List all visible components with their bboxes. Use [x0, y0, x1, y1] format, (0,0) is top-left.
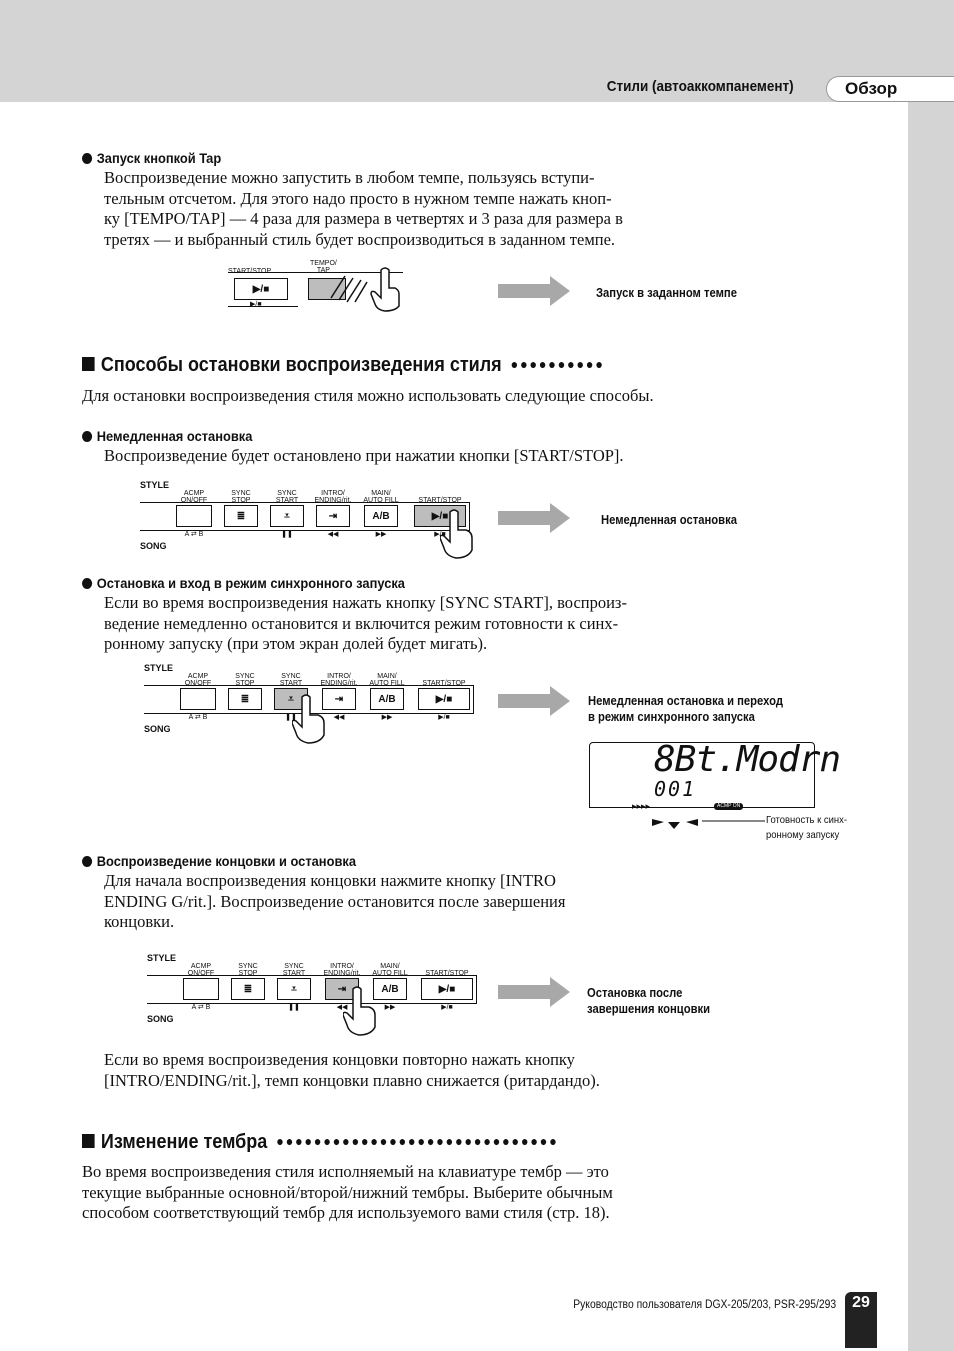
square-bullet-icon — [82, 1134, 95, 1148]
paragraph-voice: Во время воспроизведения стиля исполняемый на клавиатуре тембр — это текущие выбранные основной/второй/нижний тембры. Выберите обычным способом соответствующий тембр для используемого вами стиля (стр. 18). — [82, 1162, 613, 1222]
arrow-right-icon — [498, 503, 570, 533]
lcd-note: Готовность к синх- ронному запуску — [766, 814, 847, 841]
lcd-style-number: 001 — [654, 777, 697, 801]
acmp-button-group: ACMP ON/OFF A ⇄ B — [180, 673, 216, 733]
callout-sync-standby: Немедленная остановка и переход в режим синхронного запуска — [588, 694, 784, 724]
sync-stop-button-group: SYNC STOP ≣ — [228, 673, 262, 733]
start-stop-button[interactable]: ▶/■ — [421, 978, 473, 1000]
acmp-button-group: ACMP ON/OFF A ⇄ B — [176, 490, 212, 550]
start-stop-button-group: START/STOP ▶/■ ▶/■ — [414, 490, 466, 550]
subheading-tap-start: Запуск кнопкой Tap — [82, 150, 221, 166]
lcd-style-name: 8Bt.Modrn — [654, 739, 841, 780]
start-stop-label: START/STOP — [228, 268, 272, 275]
ab-button[interactable]: A/B — [370, 688, 404, 710]
section-tab: Обзор — [826, 76, 954, 102]
sync-start-button[interactable]: ⩡ — [270, 505, 304, 527]
intro-ending-button[interactable]: ⇥ — [325, 978, 359, 1000]
start-stop-button[interactable]: ▶/■ — [414, 505, 466, 527]
square-bullet-icon — [82, 357, 95, 371]
footer-manual-title: Руководство пользователя DGX-205/203, PSR-295/293 — [573, 1299, 836, 1311]
sync-start-button-group: SYNC START ⩡ ❚❚ — [274, 673, 308, 733]
sync-stop-button-group: SYNC STOP ≣ — [231, 963, 265, 1023]
bullet-icon — [82, 153, 92, 164]
sync-start-button-group: SYNC START ⩡ ❚❚ — [277, 963, 311, 1023]
sync-start-button-group: SYNC START ⩡ ❚❚ — [270, 490, 304, 550]
intro-ending-button[interactable]: ⇥ — [322, 688, 356, 710]
lcd-display — [589, 739, 841, 812]
sync-stop-button[interactable]: ≣ — [228, 688, 262, 710]
breadcrumb: Стили (автоаккомпанемент) — [607, 78, 794, 95]
acmp-button[interactable] — [176, 505, 212, 527]
intro-ending-button-group: INTRO/ ENDING/rit. ⇥ ◀◀ — [314, 490, 352, 538]
arrow-right-icon — [498, 276, 570, 306]
style-panel-immediate: STYLE SONG ACMP ON/OFF A ⇄ B SYNC STOP ≣ SYNC START ⩡ ❚❚ INTRO/ ENDING/rit. ⇥ ◀◀ MAIN/ AUTO FILL A/B ▶▶ START/STOP ▶/■ ▶/■ — [140, 480, 490, 560]
beat-blink-icon — [650, 814, 765, 836]
ab-button[interactable]: A/B — [364, 505, 398, 527]
section-title-stop: Способы остановки воспроизведения стиля ●●●●●●●●●● — [82, 354, 605, 377]
acmp-button[interactable] — [183, 978, 219, 1000]
lcd-beat-indicators: ▸▸▸▸ — [632, 802, 651, 812]
main-auto-fill-button-group: MAIN/ AUTO FILL A/B ▶▶ — [369, 673, 405, 721]
tapping-hand-icon — [323, 264, 418, 312]
arrow-right-icon — [498, 977, 570, 1007]
paragraph-ritardando: Если во время воспроизведения концовки повторно нажать кнопку [INTRO/ENDING/rit.], темп концовки плавно снижается (ритардандо). — [104, 1050, 600, 1090]
dot-leader: ●●●●●●●●●● — [510, 356, 605, 372]
start-stop-button-group: START/STOP ▶/■ ▶/■ — [418, 673, 470, 733]
bullet-icon — [82, 578, 92, 589]
paragraph-immediate: Воспроизведение будет остановлено при нажатии кнопки [START/STOP]. — [104, 446, 624, 465]
sync-start-button[interactable]: ⩡ — [277, 978, 311, 1000]
tap-panel-illustration — [228, 262, 418, 312]
pressing-hand-icon — [440, 508, 490, 560]
start-stop-button[interactable]: ▶/■ — [234, 278, 288, 300]
dot-leader: ●●●●●●●●●●●●●●●●●●●●●●●●●●●●●● — [276, 1133, 559, 1149]
start-stop-bottom-label: ▶/■ — [250, 301, 262, 308]
pressing-hand-icon — [292, 693, 342, 745]
bullet-icon — [82, 856, 92, 867]
sync-start-button[interactable]: ⩡ — [274, 688, 308, 710]
paragraph-tap-start: Воспроизведение можно запустить в любом темпе, пользуясь вступи- тельным отсчетом. Для этого надо просто в нужном темпе нажать кноп- ку [TEMPO/TAP] — 4 раза для размера в четвертях и 3 раза для размера в третях — и выбранный стиль будет воспроизводиться в заданном темпе. — [104, 168, 623, 249]
tempo-tap-label: TEMPO/ TAP — [310, 260, 337, 274]
side-band — [908, 0, 954, 1351]
intro-ending-button[interactable]: ⇥ — [316, 505, 350, 527]
subheading-sync-standby: Остановка и вход в режим синхронного запуска — [82, 575, 405, 591]
style-panel-sync-start: STYLE SONG ACMP ON/OFF A ⇄ B SYNC STOP ≣ SYNC START ⩡ ❚❚ INTRO/ ENDING/rit. ⇥ ◀◀ MAIN/ AUTO FILL A/B ▶▶ START/STOP ▶/■ ▶/■ — [144, 663, 484, 743]
pressing-hand-icon — [343, 985, 393, 1037]
subheading-immediate: Немедленная остановка — [82, 428, 252, 444]
page-number: 29 — [845, 1292, 877, 1348]
bullet-icon — [82, 431, 92, 442]
section-title-voice: Изменение тембра ●●●●●●●●●●●●●●●●●●●●●●●●●●●●●● — [82, 1131, 559, 1154]
sync-stop-button[interactable]: ≣ — [231, 978, 265, 1000]
sync-stop-button-group: SYNC STOP ≣ — [224, 490, 258, 550]
callout-tap-start: Запуск в заданном темпе — [596, 286, 737, 300]
style-panel-ending: STYLE SONG ACMP ON/OFF A ⇄ B SYNC STOP ≣ SYNC START ⩡ ❚❚ INTRO/ ENDING/rit. ⇥ ◀◀ MAIN/ AUTO FILL A/B ▶▶ START/STOP ▶/■ ▶/■ — [147, 953, 487, 1037]
arrow-right-icon — [498, 686, 570, 716]
intro-ending-button-group: INTRO/ ENDING/rit. ⇥ ◀◀ — [320, 673, 358, 721]
acmp-on-badge: ACMP ON — [714, 803, 743, 810]
start-stop-button[interactable]: ▶/■ — [418, 688, 470, 710]
sync-stop-button[interactable]: ≣ — [224, 505, 258, 527]
intro-ending-button-group: INTRO/ ENDING/rit. ⇥ ◀◀ — [323, 963, 361, 1011]
subheading-ending: Воспроизведение концовки и остановка — [82, 853, 356, 869]
paragraph-sync-standby: Если во время воспроизведения нажать кнопку [SYNC START], воспроиз- ведение немедленно остановится и включится режим готовности к синх- ронному запуску (при этом экран долей будет мигать). — [104, 593, 627, 653]
main-auto-fill-button-group: MAIN/ AUTO FILL A/B ▶▶ — [363, 490, 399, 538]
callout-immediate: Немедленная остановка — [601, 513, 737, 527]
paragraph-ending: Для начала воспроизведения концовки нажмите кнопку [INTRO ENDING G/rit.]. Воспроизведение остановится после завершения концовки. — [104, 871, 566, 931]
main-auto-fill-button-group: MAIN/ AUTO FILL A/B ▶▶ — [372, 963, 408, 1011]
ab-button[interactable]: A/B — [373, 978, 407, 1000]
acmp-button[interactable] — [180, 688, 216, 710]
acmp-button-group: ACMP ON/OFF A ⇄ B — [183, 963, 219, 1023]
start-stop-button-group: START/STOP ▶/■ ▶/■ — [421, 963, 473, 1023]
paragraph-stop-intro: Для остановки воспроизведения стиля можно использовать следующие способы. — [82, 386, 654, 405]
callout-ending: Остановка после завершения концовки — [587, 986, 711, 1016]
